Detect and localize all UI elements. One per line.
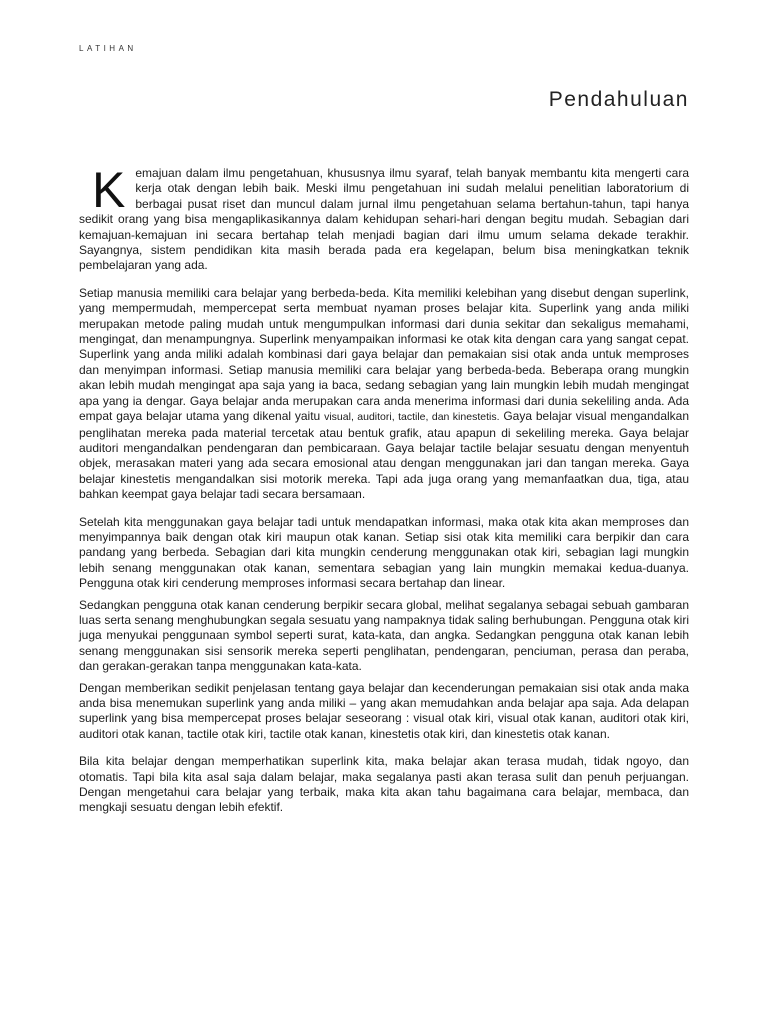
paragraph-6: Bila kita belajar dengan memperhatikan superlink kita, maka belajar akan terasa mudah, tidak ngoyo, dan otomatis. Tapi bila kita asal saja dalam belajar, maka segalanya pasti akan terasa sulit dan penuh perjuangan. Dengan mengetahui cara belajar yang terbaik, maka kita akan tahu bagaimana cara belajar, membaca, dan mengkaji sesuatu dengan lebih efektif. — [79, 754, 689, 815]
section-label: LATIHAN — [79, 44, 137, 53]
learning-styles-list: visual, auditori, tactile, dan kinestetis. — [324, 411, 500, 424]
paragraph-5: Dengan memberikan sedikit penjelasan tentang gaya belajar dan kecenderungan pemakaian sisi otak anda maka anda bisa menemukan superlink yang anda miliki – yang akan memudahkan anda belajar apa saja. Ada delapan superlink yang bisa mempercepat proses belajar seseorang : visual otak kiri, visual otak kanan, auditori otak kiri, auditori otak kanan, tactile otak kiri, tactile otak kanan, kinestetis otak kiri, dan kinestetis otak kanan. — [79, 680, 689, 741]
paragraph-2 — [79, 286, 689, 503]
paragraph-1 — [79, 162, 689, 274]
paragraph-2-text-a: Setiap manusia memiliki cara belajar yang berbeda-beda. Kita memiliki kelebihan yang disebut dengan superlink, yang mempermudah, mempercepat serta membuat nyaman proses belajar kita. Superlink yang anda miliki merupakan metode paling mudah untuk mengumpulkan informasi dari dunia sekitar dan sekaligus memahami, mengingat, dan menampungnya. Superlink menyampaikan informasi ke otak kita dengan cara yang sangat cepat. Superlink yang anda miliki adalah kombinasi dari gaya belajar dan pemakaian sisi otak anda untuk memproses dan menyimpan informasi. Setiap manusia memiliki cara belajar yang berbeda-beda. Beberapa orang mungkin akan lebih mudah mengingat apa saja yang ia baca, sedang sebagian yang lain mungkin lebih mudah mengingat apa yang ia dengar. Gaya belajar anda merupakan cara anda menerima informasi dari dunia sekeliling anda. Ada empat gaya belajar utama yang dikenal yaitu — [79, 285, 689, 424]
paragraph-1-text: emajuan dalam ilmu pengetahuan, khususnya ilmu syaraf, telah banyak membantu kita mengerti cara kerja otak dengan lebih baik. Meski ilmu pengetahuan ini sudah melalui penelitian laboratorium di berbagai pusat riset dan muncul dalam jurnal ilmu pengetahuan selama bertahun-tahun, tapi hanya sedikit orang yang bisa mengaplikasikannya dalam kehidupan sehari-hari dengan begitu mudah. Sebagian dari kemajuan-kemajuan ini secara bertahap telah menjadi bagian dari ilmu umum selama dekade terakhir. Sayangnya, sistem pendidikan kita masih berada pada era kegelapan, belum bisa meningkatkan teknik pembelajaran yang ada. — [79, 166, 689, 273]
paragraph-4: Sedangkan pengguna otak kanan cenderung berpikir secara global, melihat segalanya sebagai sebuah gambaran luas serta senang menghubungkan segala sesuatu yang nampaknya tidak saling berhubungan. Pengguna otak kiri juga menyukai penggunaan symbol seperti surat, kata-kata, dan angka. Sedangkan pengguna otak kanan lebih senang menggunakan sisi sensorik mereka seperti penglihatan, pendengaran, penciuman, perasa dan peraba, dan gerakan-gerakan tanpa menggunakan kata-kata. — [79, 597, 689, 674]
paragraph-3: Setelah kita menggunakan gaya belajar tadi untuk mendapatkan informasi, maka otak kita akan memproses dan menyimpannya baik dengan otak kiri maupun otak kanan. Setiap sisi otak kita memiliki cara berpikir dan cara pandang yang berbeda. Sebagian dari kita mungkin cenderung menggunakan otak kiri, sebagian lagi mungkin lebih senang menggunakan otak kanan, sementara sebagian yang lain mungkin memakai kedua-duanya. Pengguna otak kiri cenderung memproses informasi secara bertahap dan linear. — [79, 514, 689, 591]
paragraph-2-text-b: Gaya belajar visual mengandalkan penglihatan mereka pada material tercetak atau bentuk grafik, atau apapun di sekeliling mereka. Gaya belajar auditori mengandalkan pendengaran dan pembicaraan. Gaya belajar tactile belajar sesuatu dengan menyentuh objek, merasakan materi yang ada secara emosional atau dengan menggunakan jari dan tangan mereka. Gaya belajar kinestetis mengandalkan sisi motorik mereka. Tapi ada juga orang yang memanfaatkan dua, tiga, atau bahkan keempat gaya belajar tadi secara bersamaan. — [79, 409, 690, 502]
page-title: Pendahuluan — [548, 88, 689, 111]
article-body — [79, 162, 690, 828]
drop-cap: K — [92, 162, 126, 218]
